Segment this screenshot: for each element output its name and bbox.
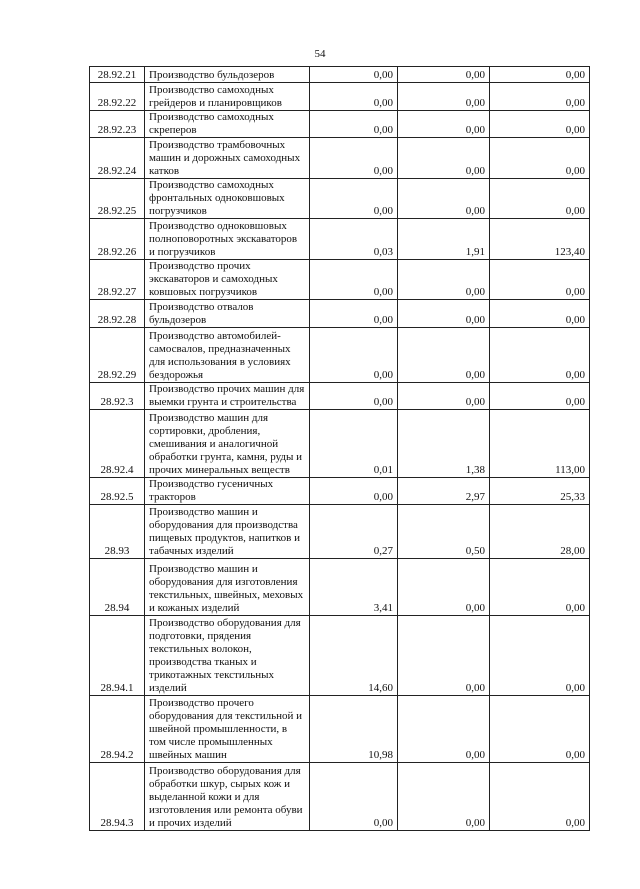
row-code: 28.94.2 (90, 696, 145, 763)
table-row (90, 260, 590, 300)
table-row (90, 328, 590, 383)
row-value-3: 0,00 (490, 179, 590, 219)
row-value-1: 0,00 (310, 328, 398, 383)
row-code: 28.92.5 (90, 478, 145, 505)
row-value-3: 0,00 (490, 300, 590, 328)
row-value-3: 28,00 (490, 505, 590, 559)
table-row (90, 559, 590, 616)
row-value-2: 0,50 (398, 505, 490, 559)
row-value-1: 0,00 (310, 179, 398, 219)
row-code: 28.92.25 (90, 179, 145, 219)
row-code: 28.93 (90, 505, 145, 559)
row-value-2: 0,00 (398, 328, 490, 383)
row-name: Производство трамбовочных машин и дорожных самоходных катков (145, 138, 310, 179)
row-code: 28.92.4 (90, 410, 145, 478)
row-name: Производство отвалов бульдозеров (145, 300, 310, 328)
row-value-1: 0,00 (310, 763, 398, 831)
row-value-1: 0,03 (310, 219, 398, 260)
row-value-3: 0,00 (490, 696, 590, 763)
row-value-1: 0,00 (310, 83, 398, 111)
row-code: 28.92.29 (90, 328, 145, 383)
row-value-1: 0,00 (310, 67, 398, 83)
row-value-1: 0,00 (310, 300, 398, 328)
row-name: Производство одноковшовых полноповоротных экскаваторов и погрузчиков (145, 219, 310, 260)
row-value-2: 0,00 (398, 138, 490, 179)
row-value-3: 0,00 (490, 328, 590, 383)
row-value-3: 0,00 (490, 83, 590, 111)
table-row (90, 138, 590, 179)
row-value-3: 0,00 (490, 67, 590, 83)
table-row (90, 383, 590, 410)
table-row (90, 616, 590, 696)
row-value-2: 0,00 (398, 111, 490, 138)
row-value-3: 25,33 (490, 478, 590, 505)
page-number: 54 (314, 48, 326, 60)
row-code: 28.92.22 (90, 83, 145, 111)
row-name: Производство самоходных скреперов (145, 111, 310, 138)
row-value-1: 0,00 (310, 260, 398, 300)
row-value-1: 10,98 (310, 696, 398, 763)
row-name: Производство самоходных фронтальных одноковшовых погрузчиков (145, 179, 310, 219)
row-value-2: 0,00 (398, 616, 490, 696)
row-code: 28.92.27 (90, 260, 145, 300)
row-name: Производство бульдозеров (145, 67, 310, 83)
row-name: Производство самоходных грейдеров и планировщиков (145, 83, 310, 111)
table-row (90, 219, 590, 260)
row-name: Производство машин и оборудования для изготовления текстильных, швейных, меховых и кожаных изделий (145, 559, 310, 616)
table-row (90, 478, 590, 505)
row-code: 28.92.21 (90, 67, 145, 83)
row-code: 28.92.24 (90, 138, 145, 179)
row-value-1: 3,41 (310, 559, 398, 616)
row-value-3: 0,00 (490, 763, 590, 831)
row-code: 28.92.28 (90, 300, 145, 328)
row-value-1: 0,00 (310, 111, 398, 138)
row-value-2: 0,00 (398, 260, 490, 300)
row-value-3: 0,00 (490, 383, 590, 410)
row-code: 28.94.3 (90, 763, 145, 831)
row-name: Производство машин для сортировки, дробления, смешивания и аналогичной обработки грунта, камня, руды и прочих минеральных веществ (145, 410, 310, 478)
table-row (90, 300, 590, 328)
row-value-2: 0,00 (398, 763, 490, 831)
row-value-2: 0,00 (398, 179, 490, 219)
row-value-3: 0,00 (490, 616, 590, 696)
row-value-1: 0,00 (310, 478, 398, 505)
row-name: Производство прочих экскаваторов и самоходных ковшовых погрузчиков (145, 260, 310, 300)
row-code: 28.92.26 (90, 219, 145, 260)
row-name: Производство прочего оборудования для текстильной и швейной промышленности, в том числе промышленных швейных машин (145, 696, 310, 763)
data-table (89, 66, 590, 831)
table-row (90, 179, 590, 219)
row-code: 28.94.1 (90, 616, 145, 696)
row-value-1: 0,00 (310, 383, 398, 410)
row-value-2: 0,00 (398, 696, 490, 763)
row-value-2: 2,97 (398, 478, 490, 505)
row-value-1: 0,01 (310, 410, 398, 478)
row-name: Производство гусеничных тракторов (145, 478, 310, 505)
row-name: Производство автомобилей-самосвалов, предназначенных для использования в условиях бездорожья (145, 328, 310, 383)
row-code: 28.92.23 (90, 111, 145, 138)
row-name: Производство машин и оборудования для производства пищевых продуктов, напитков и табачных изделий (145, 505, 310, 559)
row-value-2: 0,00 (398, 67, 490, 83)
table-row (90, 410, 590, 478)
row-value-2: 0,00 (398, 83, 490, 111)
row-value-2: 1,38 (398, 410, 490, 478)
row-value-2: 0,00 (398, 383, 490, 410)
table-row (90, 67, 590, 83)
table-row (90, 763, 590, 831)
row-name: Производство оборудования для обработки шкур, сырых кож и выделанной кожи и для изготовления или ремонта обуви и прочих изделий (145, 763, 310, 831)
table-row (90, 505, 590, 559)
row-value-3: 0,00 (490, 111, 590, 138)
row-value-2: 1,91 (398, 219, 490, 260)
table-row (90, 696, 590, 763)
table-row (90, 111, 590, 138)
row-value-3: 0,00 (490, 138, 590, 179)
row-name: Производство оборудования для подготовки, прядения текстильных волокон, производства тканых и трикотажных текстильных изделий (145, 616, 310, 696)
row-name: Производство прочих машин для выемки грунта и строительства (145, 383, 310, 410)
table-row (90, 83, 590, 111)
row-value-2: 0,00 (398, 300, 490, 328)
row-value-1: 0,27 (310, 505, 398, 559)
row-value-3: 113,00 (490, 410, 590, 478)
row-code: 28.94 (90, 559, 145, 616)
row-value-2: 0,00 (398, 559, 490, 616)
row-value-3: 0,00 (490, 260, 590, 300)
row-value-3: 0,00 (490, 559, 590, 616)
row-value-3: 123,40 (490, 219, 590, 260)
row-code: 28.92.3 (90, 383, 145, 410)
row-value-1: 0,00 (310, 138, 398, 179)
row-value-1: 14,60 (310, 616, 398, 696)
